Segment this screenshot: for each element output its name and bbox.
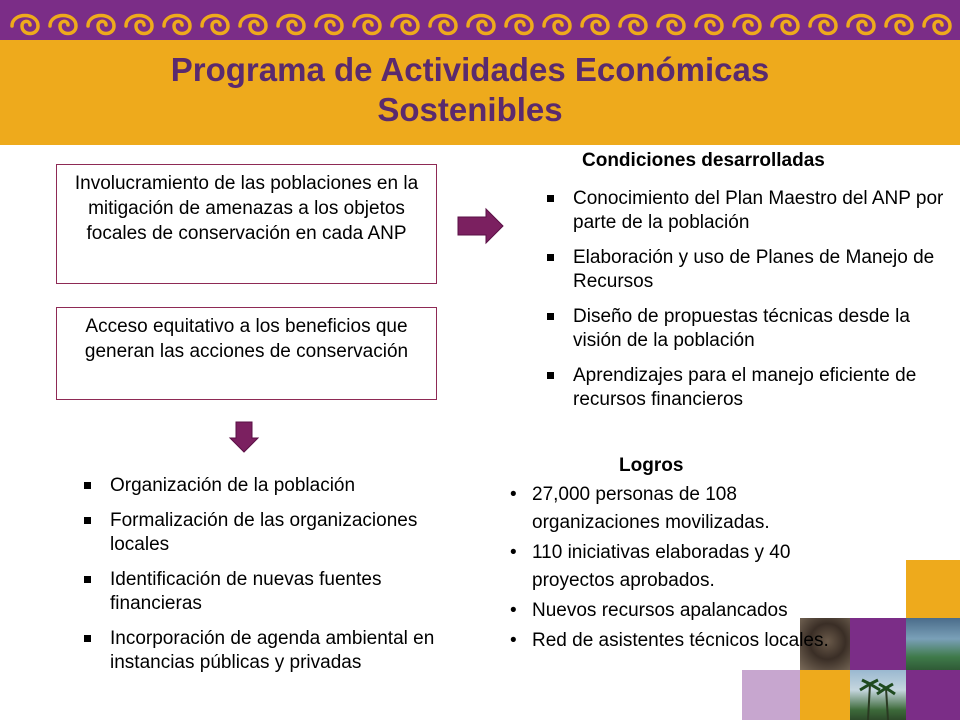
equitable-access-text: Acceso equitativo a los beneficios que generan las acciones de conservación (84, 316, 409, 362)
organization-list (82, 474, 452, 686)
list-item: Organización de la población (82, 474, 452, 498)
decorative-tile (742, 670, 800, 720)
list-item: Diseño de propuestas técnicas desde la visión de la población (545, 305, 957, 353)
achievements-heading: Logros (619, 455, 684, 476)
decorative-tile (906, 670, 960, 720)
equitable-access-box (56, 307, 437, 400)
palm-trees-photo (850, 670, 906, 720)
conditions-list (545, 187, 957, 423)
decorative-wave-band (0, 0, 960, 40)
conditions-heading: Condiciones desarrolladas (582, 150, 825, 171)
decorative-tile (800, 670, 850, 720)
arrow-down-icon (228, 420, 260, 454)
list-item: Identificación de nuevas fuentes financieras (82, 568, 452, 616)
list-item: • 27,000 personas de 108 organizaciones movilizadas. (508, 481, 853, 537)
list-item: Incorporación de agenda ambiental en instancias públicas y privadas (82, 627, 452, 675)
arrow-right-icon (456, 207, 506, 245)
list-item: Aprendizajes para el manejo eficiente de recursos financieros (545, 364, 957, 412)
spiral-pattern-icon (0, 0, 960, 40)
page-title: Programa de Actividades Económicas Sostenibles (170, 51, 770, 128)
list-item: Conocimiento del Plan Maestro del ANP por parte de la población (545, 187, 957, 235)
involvement-box (56, 164, 437, 284)
header-banner (0, 0, 960, 145)
palm-tree-icon (850, 670, 906, 720)
list-item: • Nuevos recursos apalancados (508, 597, 853, 625)
landscape-photo (906, 618, 960, 670)
list-item: Elaboración y uso de Planes de Manejo de Recursos (545, 246, 957, 294)
involvement-text: Involucramiento de las poblaciones en la mitigación de amenazas a los objetos focales de conservación en cada ANP (74, 173, 419, 244)
decorative-tile (906, 560, 960, 618)
list-item: Formalización de las organizaciones locales (82, 509, 452, 557)
list-item: • Red de asistentes técnicos locales. (508, 627, 853, 655)
list-item: • 110 iniciativas elaboradas y 40 proyectos aprobados. (508, 539, 853, 595)
decorative-tile (850, 618, 906, 670)
achievements-list (508, 481, 853, 657)
